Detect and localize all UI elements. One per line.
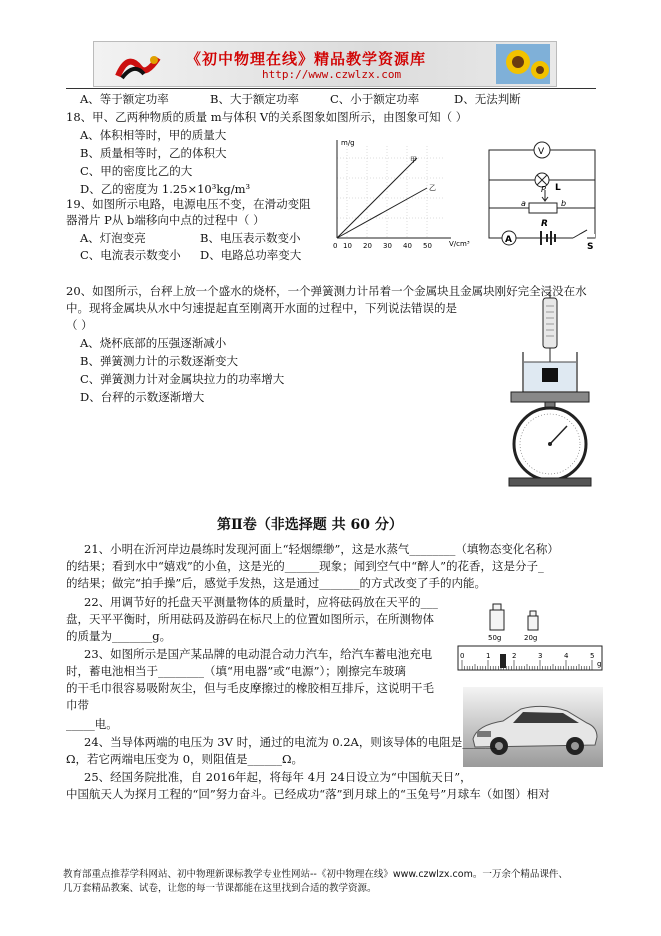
q20-option-b: B、弹簧测力计的示数逐渐变大 xyxy=(80,354,238,368)
q23-line-2: 时，蓄电池相当于________（填“用电器”或“电源”）；刚擦完车玻璃 xyxy=(66,664,406,678)
q25-line-1: 25、经国务院批准，自 2016年起，将每年 4月 24日设立为“中国航天日”， xyxy=(84,770,472,784)
svg-text:P: P xyxy=(541,185,546,194)
svg-text:50g: 50g xyxy=(488,634,502,642)
q17-option-b: B、大于额定功率 xyxy=(210,92,299,106)
weight-20g-icon xyxy=(528,616,538,630)
svg-text:2: 2 xyxy=(512,652,517,660)
q22-line-2: 盘，天平平衡时，所用砝码及游码在标尺上的位置如图所示，在所测物体 xyxy=(66,612,434,626)
svg-text:L: L xyxy=(555,183,561,193)
svg-text:S: S xyxy=(587,242,594,250)
svg-text:10: 10 xyxy=(343,242,352,250)
header-banner xyxy=(93,41,557,87)
circuit-diagram xyxy=(483,138,603,250)
svg-text:A: A xyxy=(505,235,512,245)
svg-text:30: 30 xyxy=(383,242,392,250)
section-2-heading: 第Ⅱ卷（非选择题 共 60 分） xyxy=(217,517,403,533)
metal-block-icon xyxy=(542,368,558,382)
weights-and-scale-figure xyxy=(456,600,606,676)
q18-option-c: C、甲的密度比乙的大 xyxy=(80,164,193,178)
graph-xlabel: V/cm³ xyxy=(449,240,470,248)
q19-option-b: B、电压表示数变小 xyxy=(200,231,301,245)
q17-option-a: A、等于额定功率 xyxy=(80,92,169,106)
q19-option-d: D、电路总功率变大 xyxy=(200,248,302,262)
svg-text:b: b xyxy=(561,199,567,208)
svg-text:0: 0 xyxy=(460,652,465,660)
q17-option-d: D、无法判断 xyxy=(454,92,521,106)
q20-option-c: C、弹簧测力计对金属块拉力的功率增大 xyxy=(80,372,285,386)
q20-line-1: 20、如图所示，台秤上放一个盛水的烧杯，一个弹簧测力计吊着一个金属块且金属块刚好完全浸没在水 xyxy=(66,284,587,298)
sunflower-icon xyxy=(496,44,550,84)
header-rule xyxy=(66,88,596,89)
q21-line-1: 21、小明在沂河岸边晨练时发现河面上“轻烟缥缈”，这是水蒸气________（填物态变化名称） xyxy=(84,542,559,556)
site-logo-icon xyxy=(114,48,166,82)
mass-volume-graph xyxy=(325,136,477,252)
q18-stem: 18、甲、乙两种物质的质量 m与体积 V的关系图象如图所示，由图象可知（ ） xyxy=(66,110,468,124)
q23-line-1: 23、如图所示是国产某品牌的电动混合动力汽车，给汽车蓄电池充电 xyxy=(84,647,433,661)
svg-text:20g: 20g xyxy=(524,634,538,642)
svg-text:V: V xyxy=(538,147,545,157)
footer-line-1: 教育部重点推荐学科网站、初中物理新课标教学专业性网站--《初中物理在线》www.czwlzx.com。一万余个精品课件、 xyxy=(63,869,568,880)
q20-line-2: 中。现将金属块从水中匀速提起直至刚离开水面的过程中，下列说法错误的是 xyxy=(66,301,457,315)
svg-text:a: a xyxy=(521,199,526,208)
svg-text:40: 40 xyxy=(403,242,412,250)
q19-option-c: C、电流表示数变小 xyxy=(80,248,181,262)
q17-option-c: C、小于额定功率 xyxy=(330,92,420,106)
q19-stem-1: 19、如图所示电路，电源电压不变，在滑动变阻 xyxy=(66,197,311,211)
svg-text:50: 50 xyxy=(423,242,432,250)
svg-text:5: 5 xyxy=(590,652,595,660)
svg-text:0: 0 xyxy=(333,242,338,250)
q24-line-2: Ω，若它两端电压变为 0，则阻值是______Ω。 xyxy=(66,752,304,766)
svg-text:1: 1 xyxy=(486,652,491,660)
svg-text:R: R xyxy=(541,219,548,229)
rheostat-icon xyxy=(529,203,557,213)
q22-line-1: 22、用调节好的托盘天平测量物体的质量时，应将砝码放在天平的___ xyxy=(84,595,438,609)
svg-text:g: g xyxy=(597,660,602,668)
q20-option-d: D、台秤的示数逐渐增大 xyxy=(80,390,205,404)
q22-line-3: 的质量为_______g。 xyxy=(66,629,172,643)
rider-scale-icon xyxy=(458,646,602,670)
q21-line-2: 的结果；看到水中“嬉戏”的小鱼，这是光的______现象；闻到空气中“醉人”的花香，这是分子_ xyxy=(66,559,544,573)
svg-text:20: 20 xyxy=(363,242,372,250)
q18-option-d: D、乙的密度为 1.25×10³kg/m³ xyxy=(80,182,251,196)
footer-line-2: 几万套精品教案、试卷，让您的每一节课都能在这里找到合适的教学资源。 xyxy=(63,883,377,894)
series-yi-line xyxy=(337,188,427,238)
banner-title: 《初中物理在线》精品教学资源库 xyxy=(186,50,427,68)
q18-option-b: B、质量相等时，乙的体积大 xyxy=(80,146,227,160)
weight-50g-icon xyxy=(490,610,504,630)
q21-line-3: 的结果；做完“拍手操”后，感觉手发热，这是通过_______的方式改变了手的内能。 xyxy=(66,576,487,590)
series-jia-label: 甲 xyxy=(410,156,417,164)
q23-line-4: 巾带 xyxy=(66,698,89,712)
spring-balance-icon xyxy=(543,298,557,348)
svg-text:4: 4 xyxy=(564,652,569,660)
banner-url[interactable]: http://www.czwlzx.com xyxy=(262,68,402,81)
q20-option-a: A、烧杯底部的压强逐渐减小 xyxy=(80,336,227,350)
q19-option-a: A、灯泡变亮 xyxy=(80,231,146,245)
q20-line-3: （ ） xyxy=(66,318,93,332)
graph-ylabel: m/g xyxy=(341,139,355,147)
q25-line-2: 中国航天人为探月工程的“回”努力奋斗。已经成功“落”到月球上的“玉兔号”月球车（如图）相对 xyxy=(66,787,550,801)
q23-line-5: _____电。 xyxy=(66,717,118,731)
series-yi-label: 乙 xyxy=(429,184,436,192)
q24-line-1: 24、当导体两端的电压为 3V 时，通过的电流为 0.2A，则该导体的电阻是______ xyxy=(84,735,497,749)
svg-text:3: 3 xyxy=(538,652,543,660)
platform-scale-figure xyxy=(505,292,595,498)
q23-line-3: 的干毛巾很容易吸附灰尘，但与毛皮摩擦过的橡胶相互排斥，这说明干毛 xyxy=(66,681,434,695)
q19-stem-2: 器滑片 P从 b端移向中点的过程中（ ） xyxy=(66,213,265,227)
q18-option-a: A、体积相等时，甲的质量大 xyxy=(80,128,227,142)
hybrid-car-photo xyxy=(463,687,603,767)
rider-icon xyxy=(500,654,506,668)
